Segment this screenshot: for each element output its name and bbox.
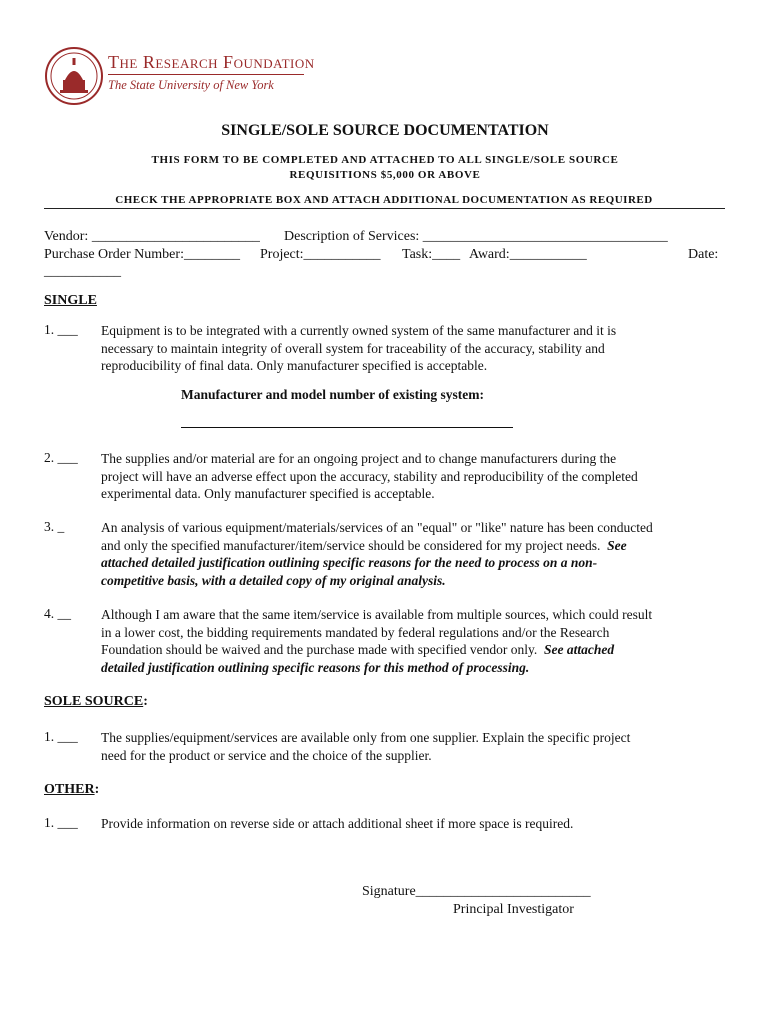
manufacturer-input-line[interactable] — [181, 427, 513, 428]
sole-item-1-line-2: need for the product or service and the choice of the supplier. — [101, 747, 432, 763]
single-item-1-line-1: Equipment is to be integrated with a currently owned system of the same manufacturer and it is — [101, 323, 617, 338]
sole-source-heading-wrap — [44, 692, 148, 710]
single-item-1-line-3: reproducibility of final data. Only manufacturer specified is acceptable. — [101, 358, 488, 373]
single-item-1-line-2: necessary to maintain integrity of overall system for traceability of the accuracy, stability and — [101, 340, 605, 356]
single-item-1-text — [101, 322, 731, 375]
single-item-2-checkbox[interactable]: 2. ___ — [44, 450, 78, 465]
single-item-4-text — [101, 606, 741, 676]
research-foundation-seal-icon — [44, 46, 104, 106]
instructions-line-1: THIS FORM TO BE COMPLETED AND ATTACHED TO ALL SINGLE/SOLE SOURCE — [151, 154, 619, 166]
sole-source-heading: SOLE SOURCE — [44, 694, 144, 709]
sole-item-1-text — [101, 729, 731, 764]
sole-item-1-checkbox[interactable]: 1. ___ — [44, 729, 78, 744]
date-field[interactable]: ___________ — [44, 264, 121, 279]
other-heading: OTHER — [44, 782, 95, 797]
single-item-3-line-4: competitive basis, with a detailed copy of my original analysis. — [101, 572, 446, 588]
description-field[interactable]: Description of Services: ___________________________________ — [284, 229, 668, 244]
signature-role: Principal Investigator — [453, 902, 574, 917]
date-label: Date: — [688, 247, 719, 262]
instructions — [0, 153, 770, 183]
instructions-line-2: REQUISITIONS $5,000 OR ABOVE — [289, 169, 481, 181]
single-item-3-line-2-text: and only the specified manufacturer/item/service should be considered for my project needs. — [101, 537, 601, 553]
single-item-4-line-3-text: Foundation should be waived and the purchase made with specified vendor only. — [101, 642, 538, 657]
signature-field[interactable]: Signature_________________________ — [362, 884, 591, 899]
single-item-2-line-3: experimental data. Only manufacturer specified is acceptable. — [101, 486, 435, 501]
single-item-3-checkbox[interactable]: 3. _ — [44, 519, 65, 534]
check-instruction: CHECK THE APPROPRIATE BOX AND ATTACH ADDITIONAL DOCUMENTATION AS REQUIRED — [115, 194, 653, 206]
sole-source-colon: : — [143, 694, 148, 709]
single-item-4-line-3 — [101, 641, 741, 659]
other-item-1-checkbox[interactable]: 1. ___ — [44, 815, 78, 830]
single-item-1-checkbox[interactable]: 1. ___ — [44, 322, 78, 337]
single-item-3-text — [101, 519, 741, 589]
project-field[interactable]: Project:___________ — [260, 247, 381, 262]
single-item-3-line-1: An analysis of various equipment/materials/services of an "equal" or "like" nature has been conducted — [101, 520, 653, 535]
single-item-4-line-1: Although I am aware that the same item/service is available from multiple sources, which could result — [101, 607, 653, 622]
single-item-4-see: See attached — [544, 642, 615, 657]
vendor-field[interactable]: Vendor: ________________________ — [44, 229, 260, 244]
single-item-3-see: See — [607, 537, 627, 553]
po-number-field[interactable]: Purchase Order Number:________ — [44, 247, 240, 262]
page-title: SINGLE/SOLE SOURCE DOCUMENTATION — [221, 122, 549, 139]
single-item-4-checkbox[interactable]: 4. __ — [44, 606, 71, 621]
divider — [44, 208, 725, 209]
other-colon: : — [94, 782, 100, 797]
single-item-2-text — [101, 450, 731, 503]
task-field[interactable]: Task:____ — [402, 247, 461, 262]
single-item-2-line-1: The supplies and/or material are for an ongoing project and to change manufacturers during the — [101, 451, 617, 466]
org-name: The Research Foundation — [108, 52, 315, 72]
single-item-3-line-2 — [101, 537, 741, 555]
other-item-1-text: Provide information on reverse side or attach additional sheet if more space is required. — [101, 816, 574, 831]
single-item-4-line-2: in a lower cost, the bidding requirements mandated by federal regulations and/or the Research — [101, 624, 610, 640]
manufacturer-label: Manufacturer and model number of existing system: — [181, 387, 484, 402]
single-heading: SINGLE — [44, 293, 97, 308]
single-item-4-line-4: detailed justification outlining specific reasons for this method of processing. — [101, 659, 530, 675]
org-divider — [108, 74, 304, 75]
single-item-2-line-2: project will have an adverse effect upon the accuracy, stability and reproducibility of the completed — [101, 468, 638, 484]
other-heading-wrap — [44, 780, 99, 798]
sole-item-1-line-1: The supplies/equipment/services are available only from one supplier. Explain the specific project — [101, 730, 631, 745]
single-item-3-line-3: attached detailed justification outlining specific reasons for the need to process on a non- — [101, 555, 598, 570]
org-subtitle: The State University of New York — [108, 78, 274, 92]
award-field[interactable]: Award:___________ — [469, 247, 587, 262]
